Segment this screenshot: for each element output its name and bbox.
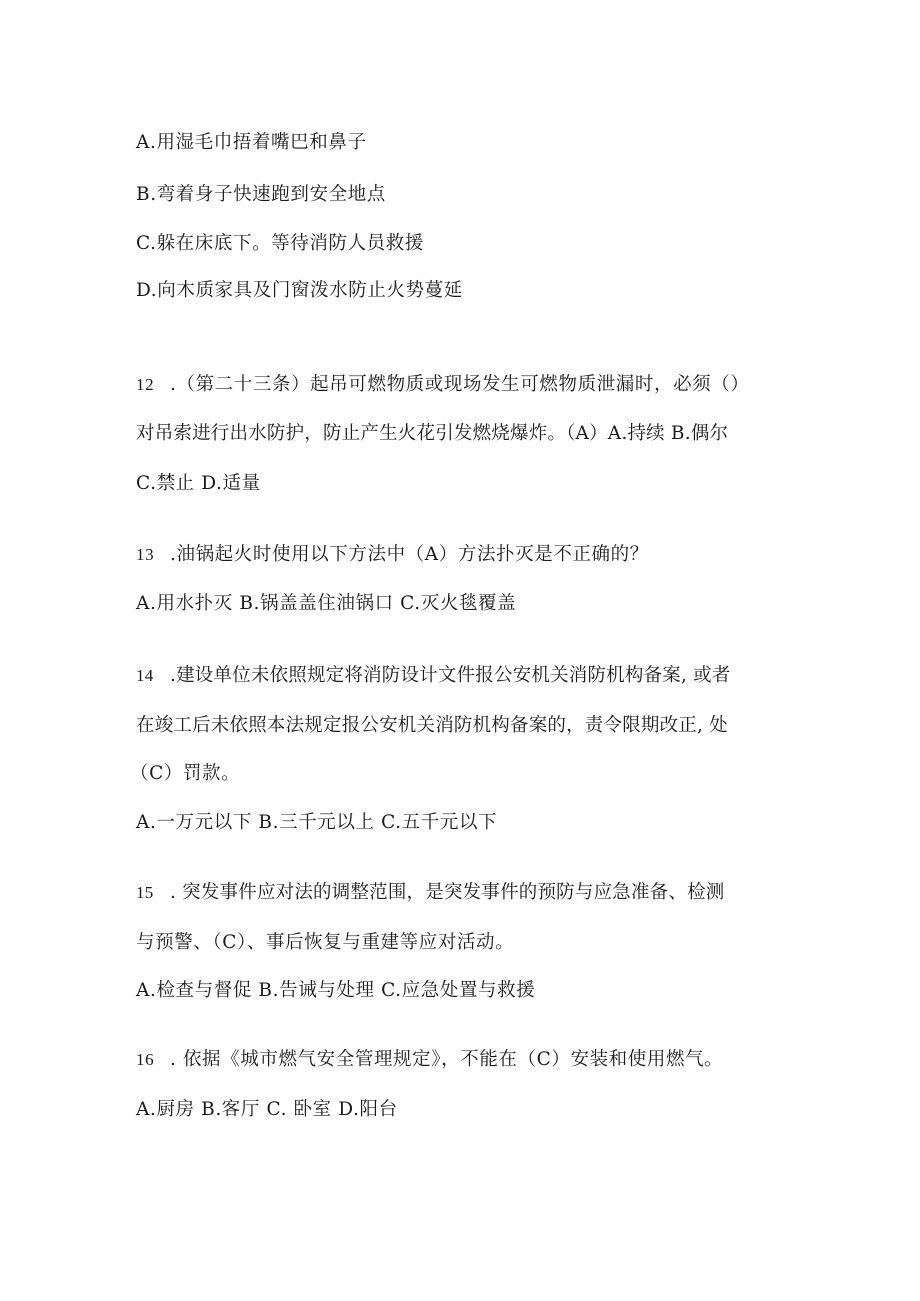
question-15-number: 15 (136, 883, 154, 902)
question-15-options: A.检查与督促 B.告诫与处理 C.应急处置与救援 (136, 980, 536, 1001)
question-12-line-3: C.禁止 D.适量 (136, 473, 261, 494)
question-12-line-1 (136, 373, 776, 397)
question-14-number: 14 (136, 666, 154, 685)
prev-option-c: C.躲在床底下。等待消防人员救援 (136, 233, 424, 254)
question-16-options: A.厨房 B.客厅 C. 卧室 D.阳台 (136, 1099, 398, 1120)
question-14-options: A.一万元以下 B.三千元以上 C.五千元以下 (136, 812, 498, 833)
question-13-line-1 (136, 543, 776, 567)
question-14-text-1: .建设单位未依照规定将消防设计文件报公安机关消防机构备案, 或者 (170, 665, 731, 686)
question-15-line-2: 与预警、（C）、事后恢复与重建等应对活动。 (136, 932, 515, 953)
question-14-line-2: 在竣工后未依照本法规定报公安机关消防机构备案的，责令限期改正, 处 (136, 715, 728, 736)
question-16-text-1: . 依据《城市燃气安全管理规定》，不能在（C）安装和使用燃气。 (170, 1049, 724, 1070)
question-14-line-3: （C）罚款。 (130, 763, 241, 784)
question-15-line-1 (136, 881, 776, 905)
question-13-options: A.用水扑灭 B.锅盖盖住油锅口 C.灭火毯覆盖 (136, 593, 517, 614)
prev-option-b: B.弯着身子快速跑到安全地点 (136, 184, 386, 205)
question-12-line-2: 对吊索进行出水防护，防止产生火花引发燃烧爆炸。（A）A.持续 B.偶尔 (136, 423, 729, 444)
question-13-number: 13 (136, 545, 155, 564)
question-16-line-1 (136, 1048, 776, 1072)
question-15-text-1: . 突发事件应对法的调整范围，是突发事件的预防与应急准备、检测 (170, 882, 725, 903)
question-12-number: 12 (136, 375, 155, 394)
question-12-text-1: .（第二十三条）起吊可燃物质或现场发生可燃物质泄漏时，必须（） (170, 374, 750, 395)
prev-option-d: D.向木质家具及门窗泼水防止火势蔓延 (136, 280, 463, 301)
prev-option-a: A.用湿毛巾捂着嘴巴和鼻子 (136, 132, 367, 153)
question-16-number: 16 (136, 1050, 155, 1069)
question-13-text-1: .油锅起火时使用以下方法中（A）方法扑灭是不正确的？ (170, 544, 649, 565)
question-14-line-1 (136, 664, 776, 688)
